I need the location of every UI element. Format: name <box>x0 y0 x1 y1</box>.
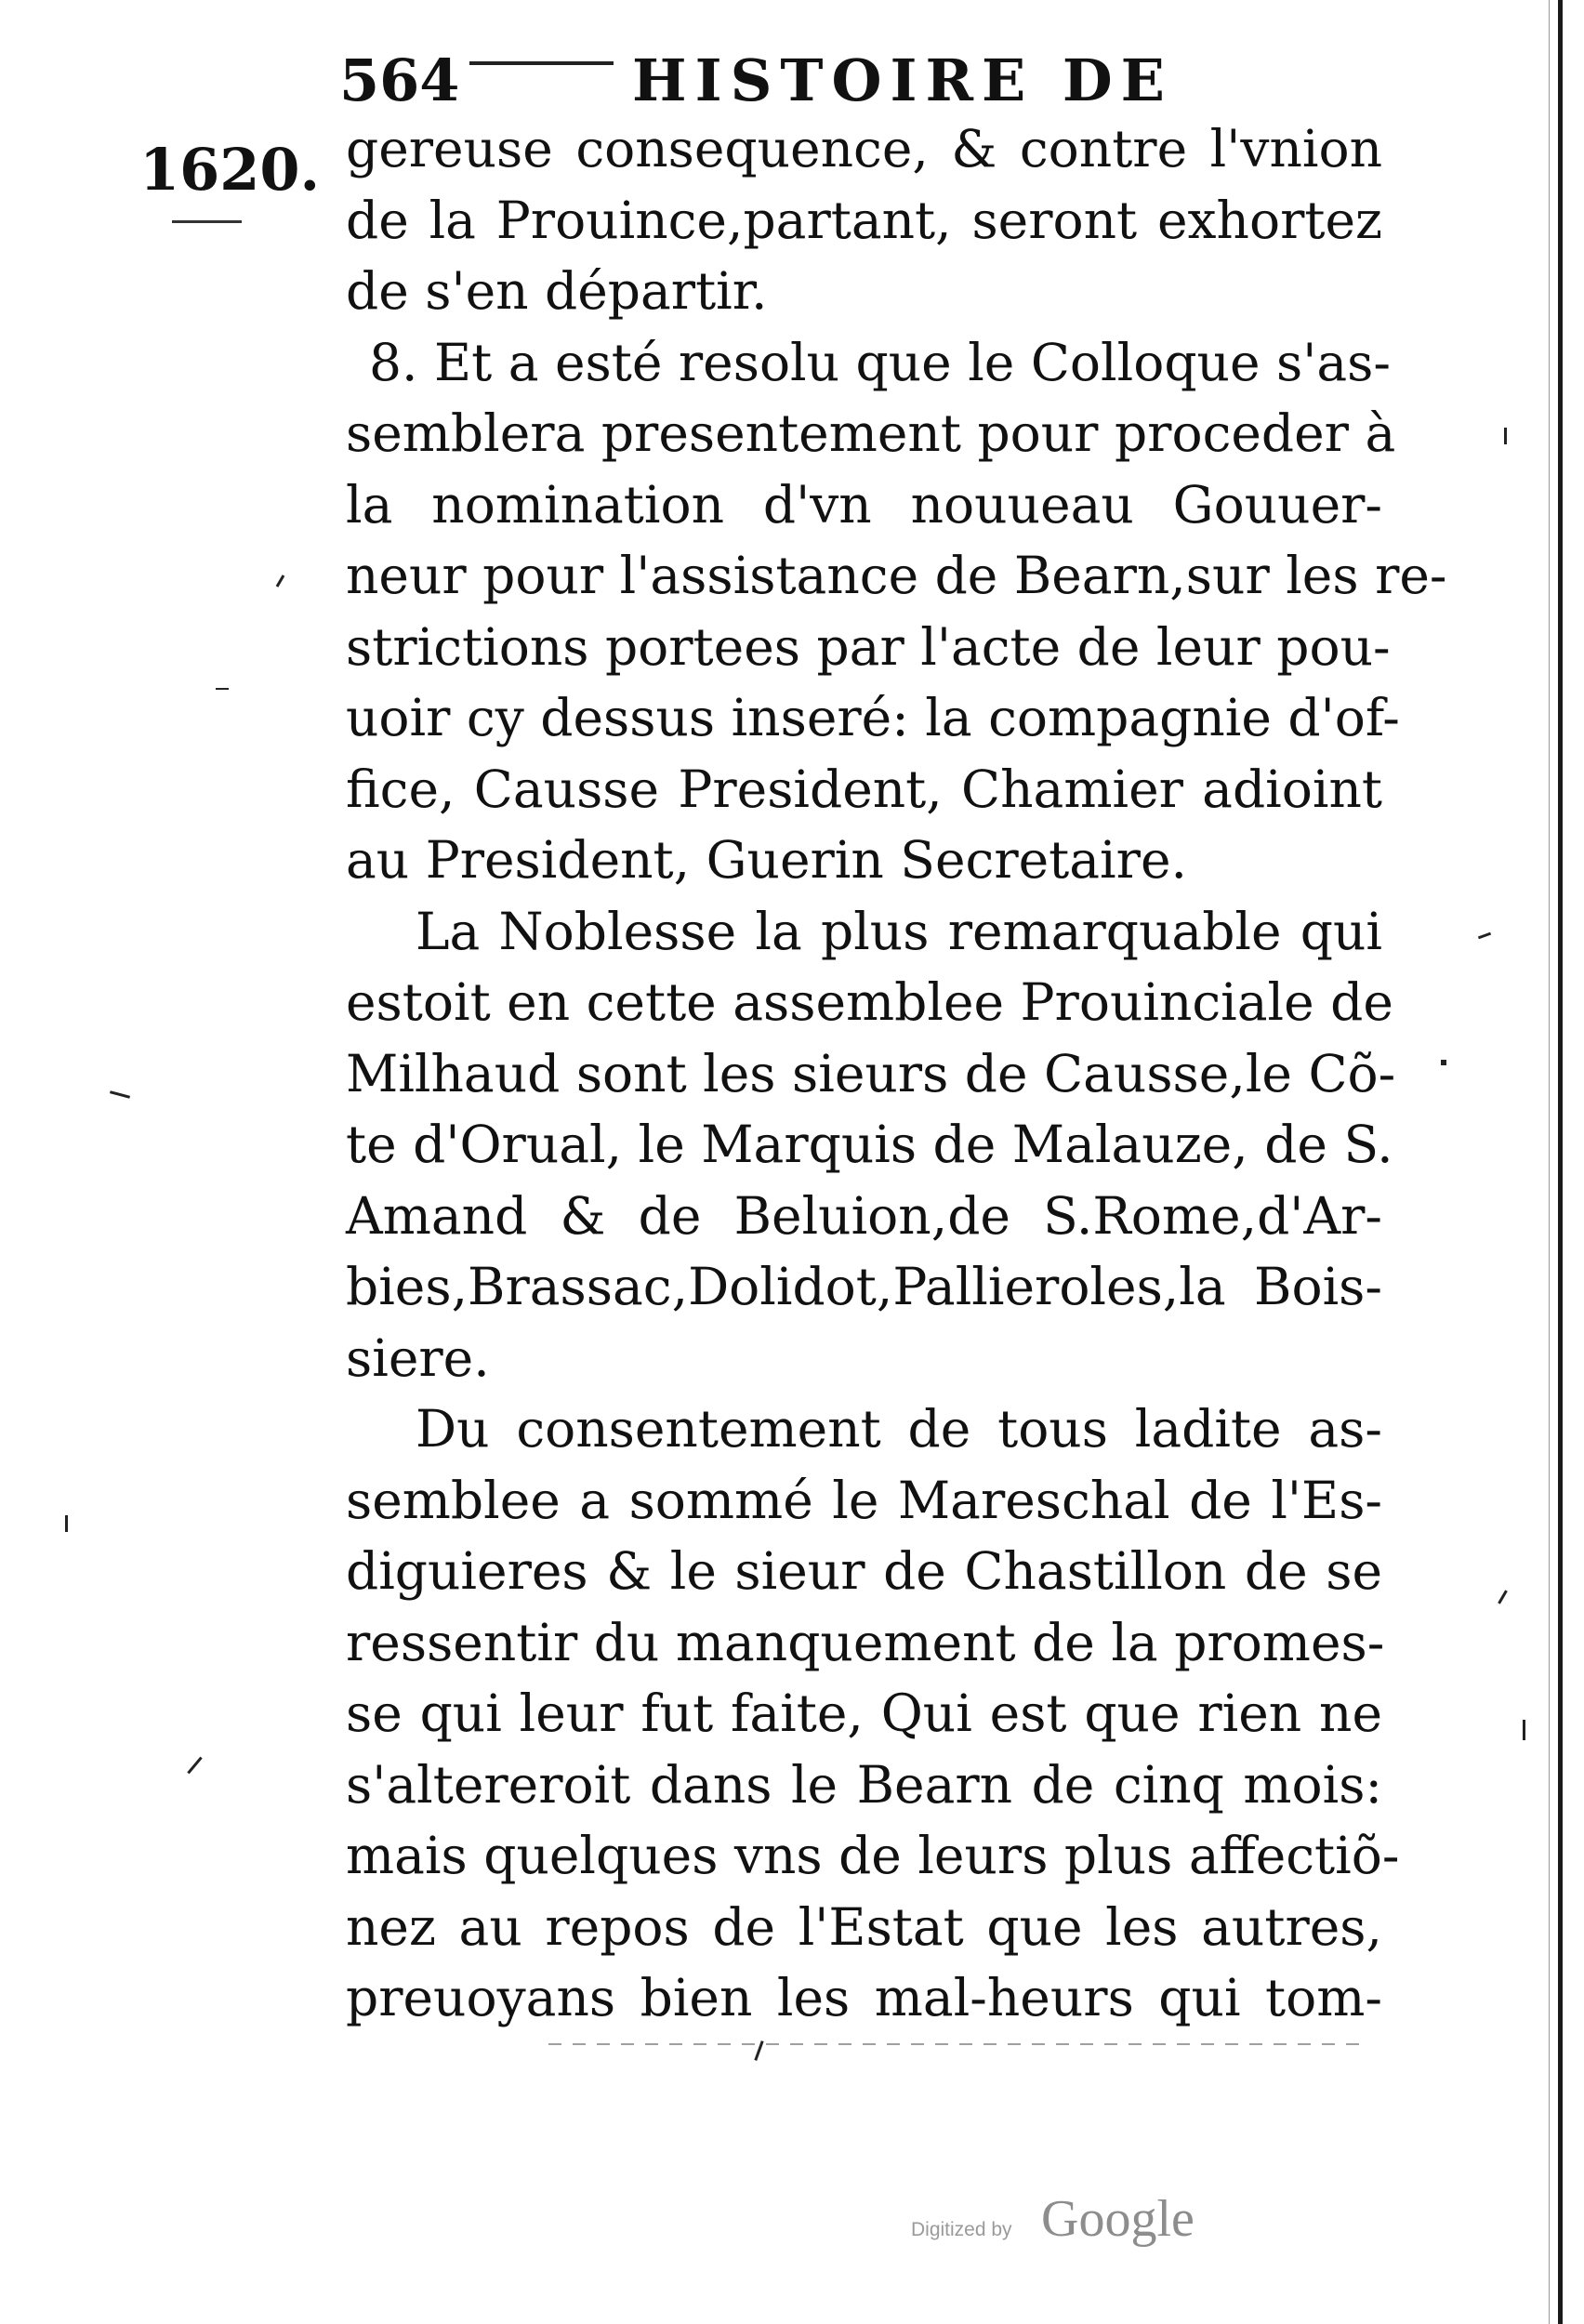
header-rule <box>469 61 614 65</box>
watermark-prefix: Digitized by <box>911 2219 1012 2240</box>
print-speck <box>216 688 229 690</box>
text-line: mais quelques vns de leurs plus affectiõ- <box>346 1826 1400 1885</box>
text-line: gereuse consequence, & contre l'vnion <box>346 119 1382 178</box>
text-line: neur pour l'assistance de Bearn,sur les re- <box>346 546 1447 605</box>
text-line: semblee a sommé le Mareschal de l'Es- <box>346 1470 1382 1530</box>
page-edge-shadow <box>1549 0 1550 2324</box>
text-line: Du consentement de tous ladite as- <box>416 1399 1382 1459</box>
print-speck <box>1441 1060 1446 1065</box>
text-line: Milhaud sont les sieurs de Causse,le Cõ- <box>346 1043 1396 1103</box>
print-speck <box>1523 1720 1525 1740</box>
bottom-rule <box>548 2043 1366 2045</box>
page-header <box>339 48 1176 113</box>
text-line: estoit en cette assemblee Prouinciale de <box>346 972 1393 1032</box>
body-text <box>346 113 1447 2034</box>
text-line: uoir cy dessus inseré: la compagnie d'of- <box>346 688 1400 747</box>
text-line: ressentir du manquement de la promes- <box>346 1612 1385 1672</box>
print-speck <box>1498 1590 1508 1604</box>
text-line: de la Prouince,partant, seront exhortez <box>346 190 1382 250</box>
text-line: diguieres & le sieur de Chastillon de se <box>346 1541 1382 1601</box>
text-line: preuoyans bien les mal-heurs qui tom- <box>346 1968 1382 2027</box>
print-speck <box>187 1757 202 1775</box>
text-line: strictions portees par l'acte de leur pou- <box>346 616 1391 677</box>
text-line: de s'en départir. <box>346 261 768 321</box>
margin-year-rule <box>172 220 242 223</box>
print-speck <box>65 1515 68 1532</box>
text-line: Amand & de Beluion,de S.Rome,d'Ar- <box>346 1185 1382 1246</box>
page-edge-line <box>1558 0 1563 2324</box>
page-number: 564 <box>339 46 460 114</box>
print-speck <box>110 1090 130 1099</box>
print-speck <box>1478 932 1491 940</box>
digitized-watermark <box>911 2189 1246 2254</box>
text-line: se qui leur fut faite, Qui est que rien ne <box>346 1684 1382 1743</box>
text-line: te d'Orual, le Marquis de Malauze, de S. <box>346 1115 1393 1174</box>
running-title: HISTOIRE DE <box>632 46 1173 114</box>
text-line: nez au repos de l'Estat que les autres, <box>346 1896 1382 1957</box>
text-line: la nomination d'vn nouueau Gouuer- <box>346 474 1382 535</box>
text-line: au President, Guerin Secretaire. <box>346 830 1187 890</box>
text-line: La Noblesse la plus remarquable qui <box>416 901 1382 961</box>
text-line: semblera presentement pour proceder à <box>346 403 1396 463</box>
text-line: bies,Brassac,Dolidot,Pallieroles,la Bois- <box>346 1257 1382 1316</box>
print-speck <box>1504 428 1507 444</box>
text-line: fice, Causse President, Chamier adioint <box>346 759 1382 819</box>
text-line: 8. Et a esté resolu que le Colloque s'as- <box>369 332 1391 392</box>
google-logo: Google <box>1041 2190 1195 2248</box>
print-speck <box>276 574 285 588</box>
text-line: siere. <box>346 1327 490 1388</box>
margin-year: 1620. <box>139 136 321 204</box>
text-line: s'altereroit dans le Bearn de cinq mois: <box>346 1754 1382 1815</box>
